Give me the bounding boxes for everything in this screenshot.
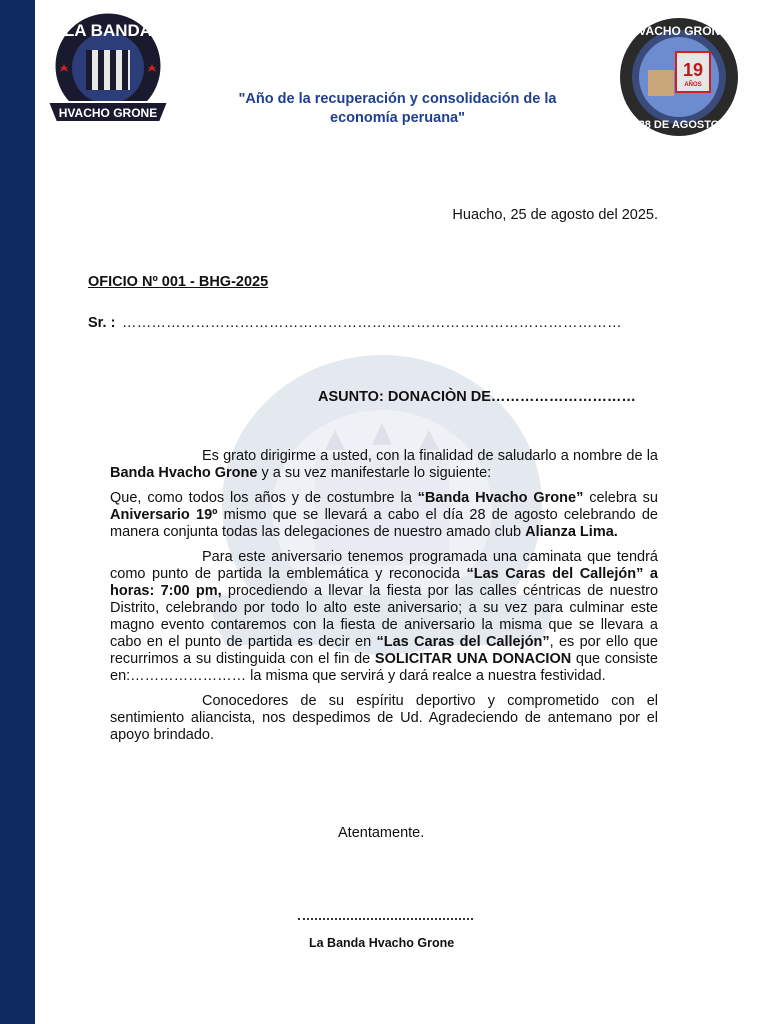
right-logo-badge: 19 [682, 60, 704, 80]
p3-bold-3: SOLICITAR UNA DONACION [374, 651, 572, 667]
paragraph-3 [110, 549, 658, 685]
p2-bold-3: Alianza Lima. [525, 524, 618, 540]
slogan: "Año de la recuperación y consolidación de la economía peruana" [238, 91, 557, 126]
p3-bold-2: “Las Caras del Callejón” [376, 634, 550, 650]
p1-text-2: y a su vez manifestarle lo siguiente: [257, 465, 492, 481]
letter-date: Huacho, 25 de agosto del 2025. [452, 207, 658, 223]
paragraph-2 [110, 490, 658, 541]
p3-text-3: , es por ello que recurrimos a su distinguida con el fin de [110, 634, 658, 667]
paragraph-4: Conocedores de su espíritu deportivo y comprometido con el sentimiento aliancista, nos despedimos de Ud. Agradeciendo de antemano por el apoyo brindado. [110, 693, 658, 743]
p2-text-2: celebra su [583, 490, 658, 506]
paragraph-1 [110, 448, 658, 482]
p2-bold-1: “Banda Hvacho Grone” [417, 490, 584, 506]
p3-text-4: que consiste en:…………………… la misma que servirá y dará realce a nuestra festividad. [110, 651, 658, 684]
subject-line: ASUNTO: DONACIÒN DE………………………… [318, 389, 636, 405]
right-logo-text-bottom: 28 DE AGOSTO [638, 119, 720, 131]
p2-text-1: Que, como todos los años y de costumbre la [110, 490, 418, 506]
p3-text-2: procediendo a llevar la fiesta por las calles céntricas de nuestro Distrito, celebrando por todo lo alto este aniversario; a su vez para culminar este magno evento contaremos con la fiesta de aniversario la misma que se llevara a cabo en el punto de partida es decir en [110, 583, 659, 650]
left-logo-text-bottom: HVACHO GRONE [58, 106, 158, 120]
closing: Atentamente. [338, 825, 425, 841]
signature-line [298, 918, 473, 920]
p3-text-1: Para este aniversario tenemos programada una caminata que tendrá como punto de partida la emblemática y reconocida [110, 549, 658, 582]
recipient-label: Sr. : [88, 315, 116, 331]
p1-text-1: Es grato dirigirme a usted, con la finalidad de saludarlo a nombre de la [202, 448, 658, 464]
letter-body [110, 448, 658, 752]
recipient-blank: ………………………………………………………………………………………… [122, 315, 622, 331]
left-sidebar-stripe [0, 0, 35, 1024]
aniversario-logo [612, 16, 747, 138]
p3-bold-1: “Las Caras del Callejón” a horas: 7:00 pm, [110, 566, 658, 599]
signature-name: La Banda Hvacho Grone [309, 936, 455, 950]
p2-bold-2: Aniversario 19º [110, 507, 218, 523]
right-logo-text-top: HVACHO GRONE [629, 24, 729, 38]
left-logo-text-top: LA BANDA [63, 21, 153, 40]
right-logo-badge-sub: AÑOS [684, 82, 702, 88]
banda-hvacho-grone-logo [40, 10, 180, 134]
p1-bold-1: Banda Hvacho Grone [110, 465, 258, 481]
oficio-number: OFICIO Nº 001 - BHG-2025 [88, 274, 269, 290]
p2-text-3: mismo que se llevará a cabo el día 28 de agosto celebrando de manera conjunta todas las delegaciones de nuestro amado club [110, 507, 658, 540]
